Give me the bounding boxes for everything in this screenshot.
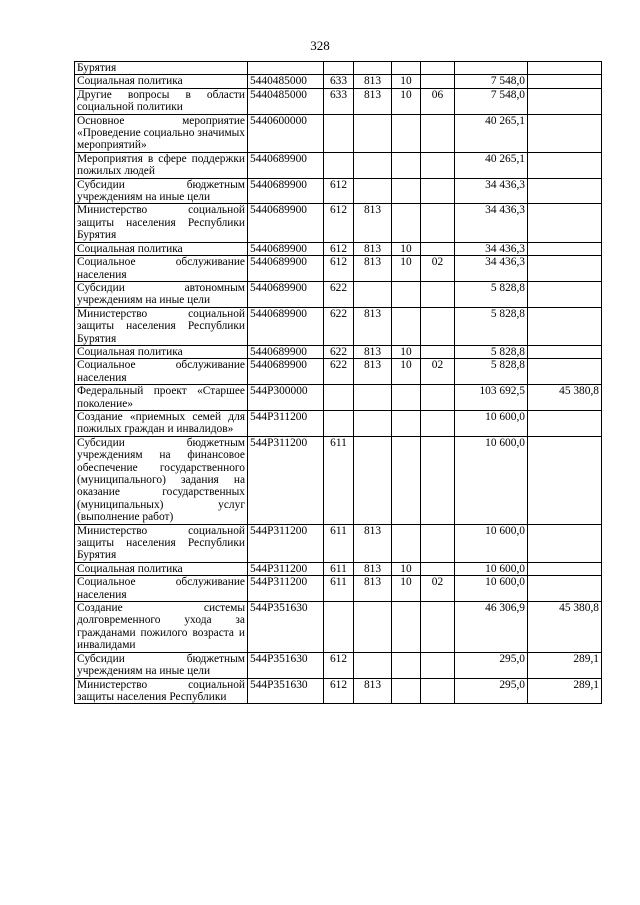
target-article-cell: 5440689900 xyxy=(248,307,324,345)
section-cell xyxy=(392,385,421,411)
row-name-cell: Министерство социальной защиты населения Республики Бурятия xyxy=(75,307,248,345)
ministry-code-cell: 813 xyxy=(354,359,392,385)
amount-cell: 5 828,8 xyxy=(455,281,528,307)
row-name-cell: Социальное обслуживание населения xyxy=(75,359,248,385)
section-cell: 10 xyxy=(392,359,421,385)
section-cell xyxy=(392,410,421,436)
table-row xyxy=(75,524,602,562)
amount-cell: 5 828,8 xyxy=(455,307,528,345)
ministry-code-cell xyxy=(354,410,392,436)
subsection-cell xyxy=(421,204,455,242)
amount-cell: 34 436,3 xyxy=(455,178,528,204)
federal-amount-cell xyxy=(528,75,602,88)
section-cell xyxy=(392,307,421,345)
target-article-cell: 5440689900 xyxy=(248,204,324,242)
ministry-code-cell: 813 xyxy=(354,307,392,345)
section-cell xyxy=(392,602,421,653)
federal-amount-cell xyxy=(528,114,602,152)
row-name-cell: Федеральный проект «Старшее поколение» xyxy=(75,385,248,411)
subsection-cell xyxy=(421,62,455,75)
row-name-cell: Создание системы долговременного ухода за гражданами пожилого возраста и инвалидами xyxy=(75,602,248,653)
section-cell xyxy=(392,114,421,152)
target-article-cell: 5440600000 xyxy=(248,114,324,152)
target-article-cell: 544P351630 xyxy=(248,602,324,653)
table-row xyxy=(75,602,602,653)
expense-type-cell xyxy=(324,410,354,436)
target-article-cell: 544P311200 xyxy=(248,562,324,575)
amount-cell: 5 828,8 xyxy=(455,345,528,358)
target-article-cell: 5440689900 xyxy=(248,178,324,204)
ministry-code-cell xyxy=(354,152,392,178)
target-article-cell: 544P311200 xyxy=(248,410,324,436)
table-row xyxy=(75,62,602,75)
expense-type-cell: 611 xyxy=(324,576,354,602)
target-article-cell: 544P300000 xyxy=(248,385,324,411)
subsection-cell xyxy=(421,524,455,562)
target-article-cell: 5440689900 xyxy=(248,256,324,282)
table-row xyxy=(75,410,602,436)
row-name-cell: Другие вопросы в области социальной политики xyxy=(75,88,248,114)
target-article-cell: 544P351630 xyxy=(248,678,324,704)
table-row xyxy=(75,256,602,282)
ministry-code-cell xyxy=(354,652,392,678)
ministry-code-cell xyxy=(354,178,392,204)
expense-type-cell: 612 xyxy=(324,178,354,204)
ministry-code-cell xyxy=(354,385,392,411)
federal-amount-cell xyxy=(528,307,602,345)
federal-amount-cell: 289,1 xyxy=(528,652,602,678)
amount-cell: 10 600,0 xyxy=(455,576,528,602)
federal-amount-cell xyxy=(528,256,602,282)
subsection-cell xyxy=(421,75,455,88)
federal-amount-cell xyxy=(528,410,602,436)
table-row xyxy=(75,652,602,678)
target-article-cell xyxy=(248,62,324,75)
row-name-cell: Создание «приемных семей для пожилых граждан и инвалидов» xyxy=(75,410,248,436)
row-name-cell: Субсидии бюджетным учреждениям на иные цели xyxy=(75,178,248,204)
section-cell xyxy=(392,178,421,204)
expense-type-cell: 612 xyxy=(324,256,354,282)
amount-cell: 10 600,0 xyxy=(455,562,528,575)
amount-cell: 40 265,1 xyxy=(455,152,528,178)
federal-amount-cell xyxy=(528,359,602,385)
ministry-code-cell: 813 xyxy=(354,524,392,562)
row-name-cell: Социальная политика xyxy=(75,75,248,88)
subsection-cell xyxy=(421,242,455,255)
table-row xyxy=(75,178,602,204)
row-name-cell: Социальное обслуживание населения xyxy=(75,576,248,602)
subsection-cell: 02 xyxy=(421,576,455,602)
amount-cell xyxy=(455,62,528,75)
amount-cell: 295,0 xyxy=(455,678,528,704)
section-cell: 10 xyxy=(392,88,421,114)
expense-type-cell: 612 xyxy=(324,242,354,255)
section-cell xyxy=(392,204,421,242)
section-cell: 10 xyxy=(392,256,421,282)
ministry-code-cell: 813 xyxy=(354,345,392,358)
expense-type-cell: 612 xyxy=(324,204,354,242)
section-cell xyxy=(392,62,421,75)
expense-type-cell: 611 xyxy=(324,562,354,575)
expense-type-cell: 633 xyxy=(324,75,354,88)
ministry-code-cell xyxy=(354,436,392,524)
table-row xyxy=(75,242,602,255)
subsection-cell xyxy=(421,562,455,575)
amount-cell: 40 265,1 xyxy=(455,114,528,152)
section-cell xyxy=(392,281,421,307)
row-name-cell: Министерство социальной защиты населения Республики Бурятия xyxy=(75,204,248,242)
expense-type-cell: 612 xyxy=(324,678,354,704)
row-name-cell: Министерство социальной защиты населения Республики Бурятия xyxy=(75,524,248,562)
section-cell: 10 xyxy=(392,75,421,88)
subsection-cell: 06 xyxy=(421,88,455,114)
subsection-cell xyxy=(421,281,455,307)
target-article-cell: 5440485000 xyxy=(248,88,324,114)
row-name-cell: Основное мероприятие «Проведение социально значимых мероприятий» xyxy=(75,114,248,152)
section-cell xyxy=(392,678,421,704)
expense-type-cell xyxy=(324,385,354,411)
target-article-cell: 544P351630 xyxy=(248,652,324,678)
section-cell: 10 xyxy=(392,576,421,602)
row-name-cell: Субсидии бюджетным учреждениям на финансовое обеспечение государственного (муниципального) задания на оказание государственных (муниципальных) услуг (выполнение работ) xyxy=(75,436,248,524)
table-row xyxy=(75,562,602,575)
subsection-cell: 02 xyxy=(421,256,455,282)
subsection-cell xyxy=(421,652,455,678)
amount-cell: 34 436,3 xyxy=(455,204,528,242)
federal-amount-cell xyxy=(528,178,602,204)
amount-cell: 7 548,0 xyxy=(455,75,528,88)
federal-amount-cell xyxy=(528,152,602,178)
target-article-cell: 544P311200 xyxy=(248,524,324,562)
expense-type-cell: 611 xyxy=(324,436,354,524)
federal-amount-cell: 289,1 xyxy=(528,678,602,704)
table-row xyxy=(75,436,602,524)
table-row xyxy=(75,678,602,704)
expense-type-cell: 612 xyxy=(324,652,354,678)
row-name-cell: Бурятия xyxy=(75,62,248,75)
target-article-cell: 5440689900 xyxy=(248,242,324,255)
expense-type-cell xyxy=(324,62,354,75)
amount-cell: 10 600,0 xyxy=(455,436,528,524)
amount-cell: 10 600,0 xyxy=(455,524,528,562)
federal-amount-cell: 45 380,8 xyxy=(528,385,602,411)
expense-type-cell xyxy=(324,114,354,152)
subsection-cell xyxy=(421,410,455,436)
federal-amount-cell xyxy=(528,242,602,255)
table-row xyxy=(75,359,602,385)
expense-type-cell: 622 xyxy=(324,359,354,385)
subsection-cell xyxy=(421,178,455,204)
table-row xyxy=(75,307,602,345)
section-cell: 10 xyxy=(392,562,421,575)
amount-cell: 5 828,8 xyxy=(455,359,528,385)
amount-cell: 295,0 xyxy=(455,652,528,678)
expense-type-cell xyxy=(324,152,354,178)
amount-cell: 34 436,3 xyxy=(455,256,528,282)
federal-amount-cell xyxy=(528,524,602,562)
ministry-code-cell: 813 xyxy=(354,88,392,114)
subsection-cell xyxy=(421,345,455,358)
expense-type-cell: 622 xyxy=(324,307,354,345)
ministry-code-cell xyxy=(354,602,392,653)
ministry-code-cell: 813 xyxy=(354,576,392,602)
section-cell xyxy=(392,652,421,678)
ministry-code-cell: 813 xyxy=(354,242,392,255)
section-cell xyxy=(392,152,421,178)
table-row xyxy=(75,152,602,178)
row-name-cell: Министерство социальной защиты населения Республики xyxy=(75,678,248,704)
subsection-cell: 02 xyxy=(421,359,455,385)
row-name-cell: Социальная политика xyxy=(75,345,248,358)
table-row xyxy=(75,114,602,152)
section-cell xyxy=(392,524,421,562)
table-row xyxy=(75,385,602,411)
federal-amount-cell: 45 380,8 xyxy=(528,602,602,653)
ministry-code-cell: 813 xyxy=(354,256,392,282)
federal-amount-cell xyxy=(528,436,602,524)
amount-cell: 103 692,5 xyxy=(455,385,528,411)
amount-cell: 34 436,3 xyxy=(455,242,528,255)
section-cell: 10 xyxy=(392,345,421,358)
section-cell xyxy=(392,436,421,524)
table-row xyxy=(75,576,602,602)
amount-cell: 7 548,0 xyxy=(455,88,528,114)
ministry-code-cell: 813 xyxy=(354,678,392,704)
federal-amount-cell xyxy=(528,345,602,358)
table-row xyxy=(75,345,602,358)
ministry-code-cell: 813 xyxy=(354,204,392,242)
subsection-cell xyxy=(421,602,455,653)
row-name-cell: Социальная политика xyxy=(75,562,248,575)
row-name-cell: Социальное обслуживание населения xyxy=(75,256,248,282)
section-cell: 10 xyxy=(392,242,421,255)
row-name-cell: Субсидии автономным учреждениям на иные цели xyxy=(75,281,248,307)
subsection-cell xyxy=(421,678,455,704)
expense-type-cell: 622 xyxy=(324,281,354,307)
subsection-cell xyxy=(421,114,455,152)
ministry-code-cell xyxy=(354,114,392,152)
row-name-cell: Социальная политика xyxy=(75,242,248,255)
row-name-cell: Мероприятия в сфере поддержки пожилых людей xyxy=(75,152,248,178)
expense-type-cell: 611 xyxy=(324,524,354,562)
target-article-cell: 5440689900 xyxy=(248,359,324,385)
target-article-cell: 5440485000 xyxy=(248,75,324,88)
table-row xyxy=(75,281,602,307)
federal-amount-cell xyxy=(528,62,602,75)
federal-amount-cell xyxy=(528,281,602,307)
subsection-cell xyxy=(421,307,455,345)
ministry-code-cell: 813 xyxy=(354,562,392,575)
target-article-cell: 5440689900 xyxy=(248,152,324,178)
ministry-code-cell xyxy=(354,281,392,307)
table-row xyxy=(75,204,602,242)
table-row xyxy=(75,75,602,88)
expense-type-cell: 622 xyxy=(324,345,354,358)
amount-cell: 10 600,0 xyxy=(455,410,528,436)
target-article-cell: 544P311200 xyxy=(248,436,324,524)
expense-type-cell xyxy=(324,602,354,653)
ministry-code-cell xyxy=(354,62,392,75)
target-article-cell: 544P311200 xyxy=(248,576,324,602)
budget-table xyxy=(74,61,602,704)
target-article-cell: 5440689900 xyxy=(248,345,324,358)
table-row xyxy=(75,88,602,114)
page-number: 328 xyxy=(310,38,330,53)
ministry-code-cell: 813 xyxy=(354,75,392,88)
target-article-cell: 5440689900 xyxy=(248,281,324,307)
subsection-cell xyxy=(421,385,455,411)
federal-amount-cell xyxy=(528,88,602,114)
expense-type-cell: 633 xyxy=(324,88,354,114)
amount-cell: 46 306,9 xyxy=(455,602,528,653)
subsection-cell xyxy=(421,436,455,524)
subsection-cell xyxy=(421,152,455,178)
row-name-cell: Субсидии бюджетным учреждениям на иные цели xyxy=(75,652,248,678)
federal-amount-cell xyxy=(528,576,602,602)
federal-amount-cell xyxy=(528,562,602,575)
federal-amount-cell xyxy=(528,204,602,242)
